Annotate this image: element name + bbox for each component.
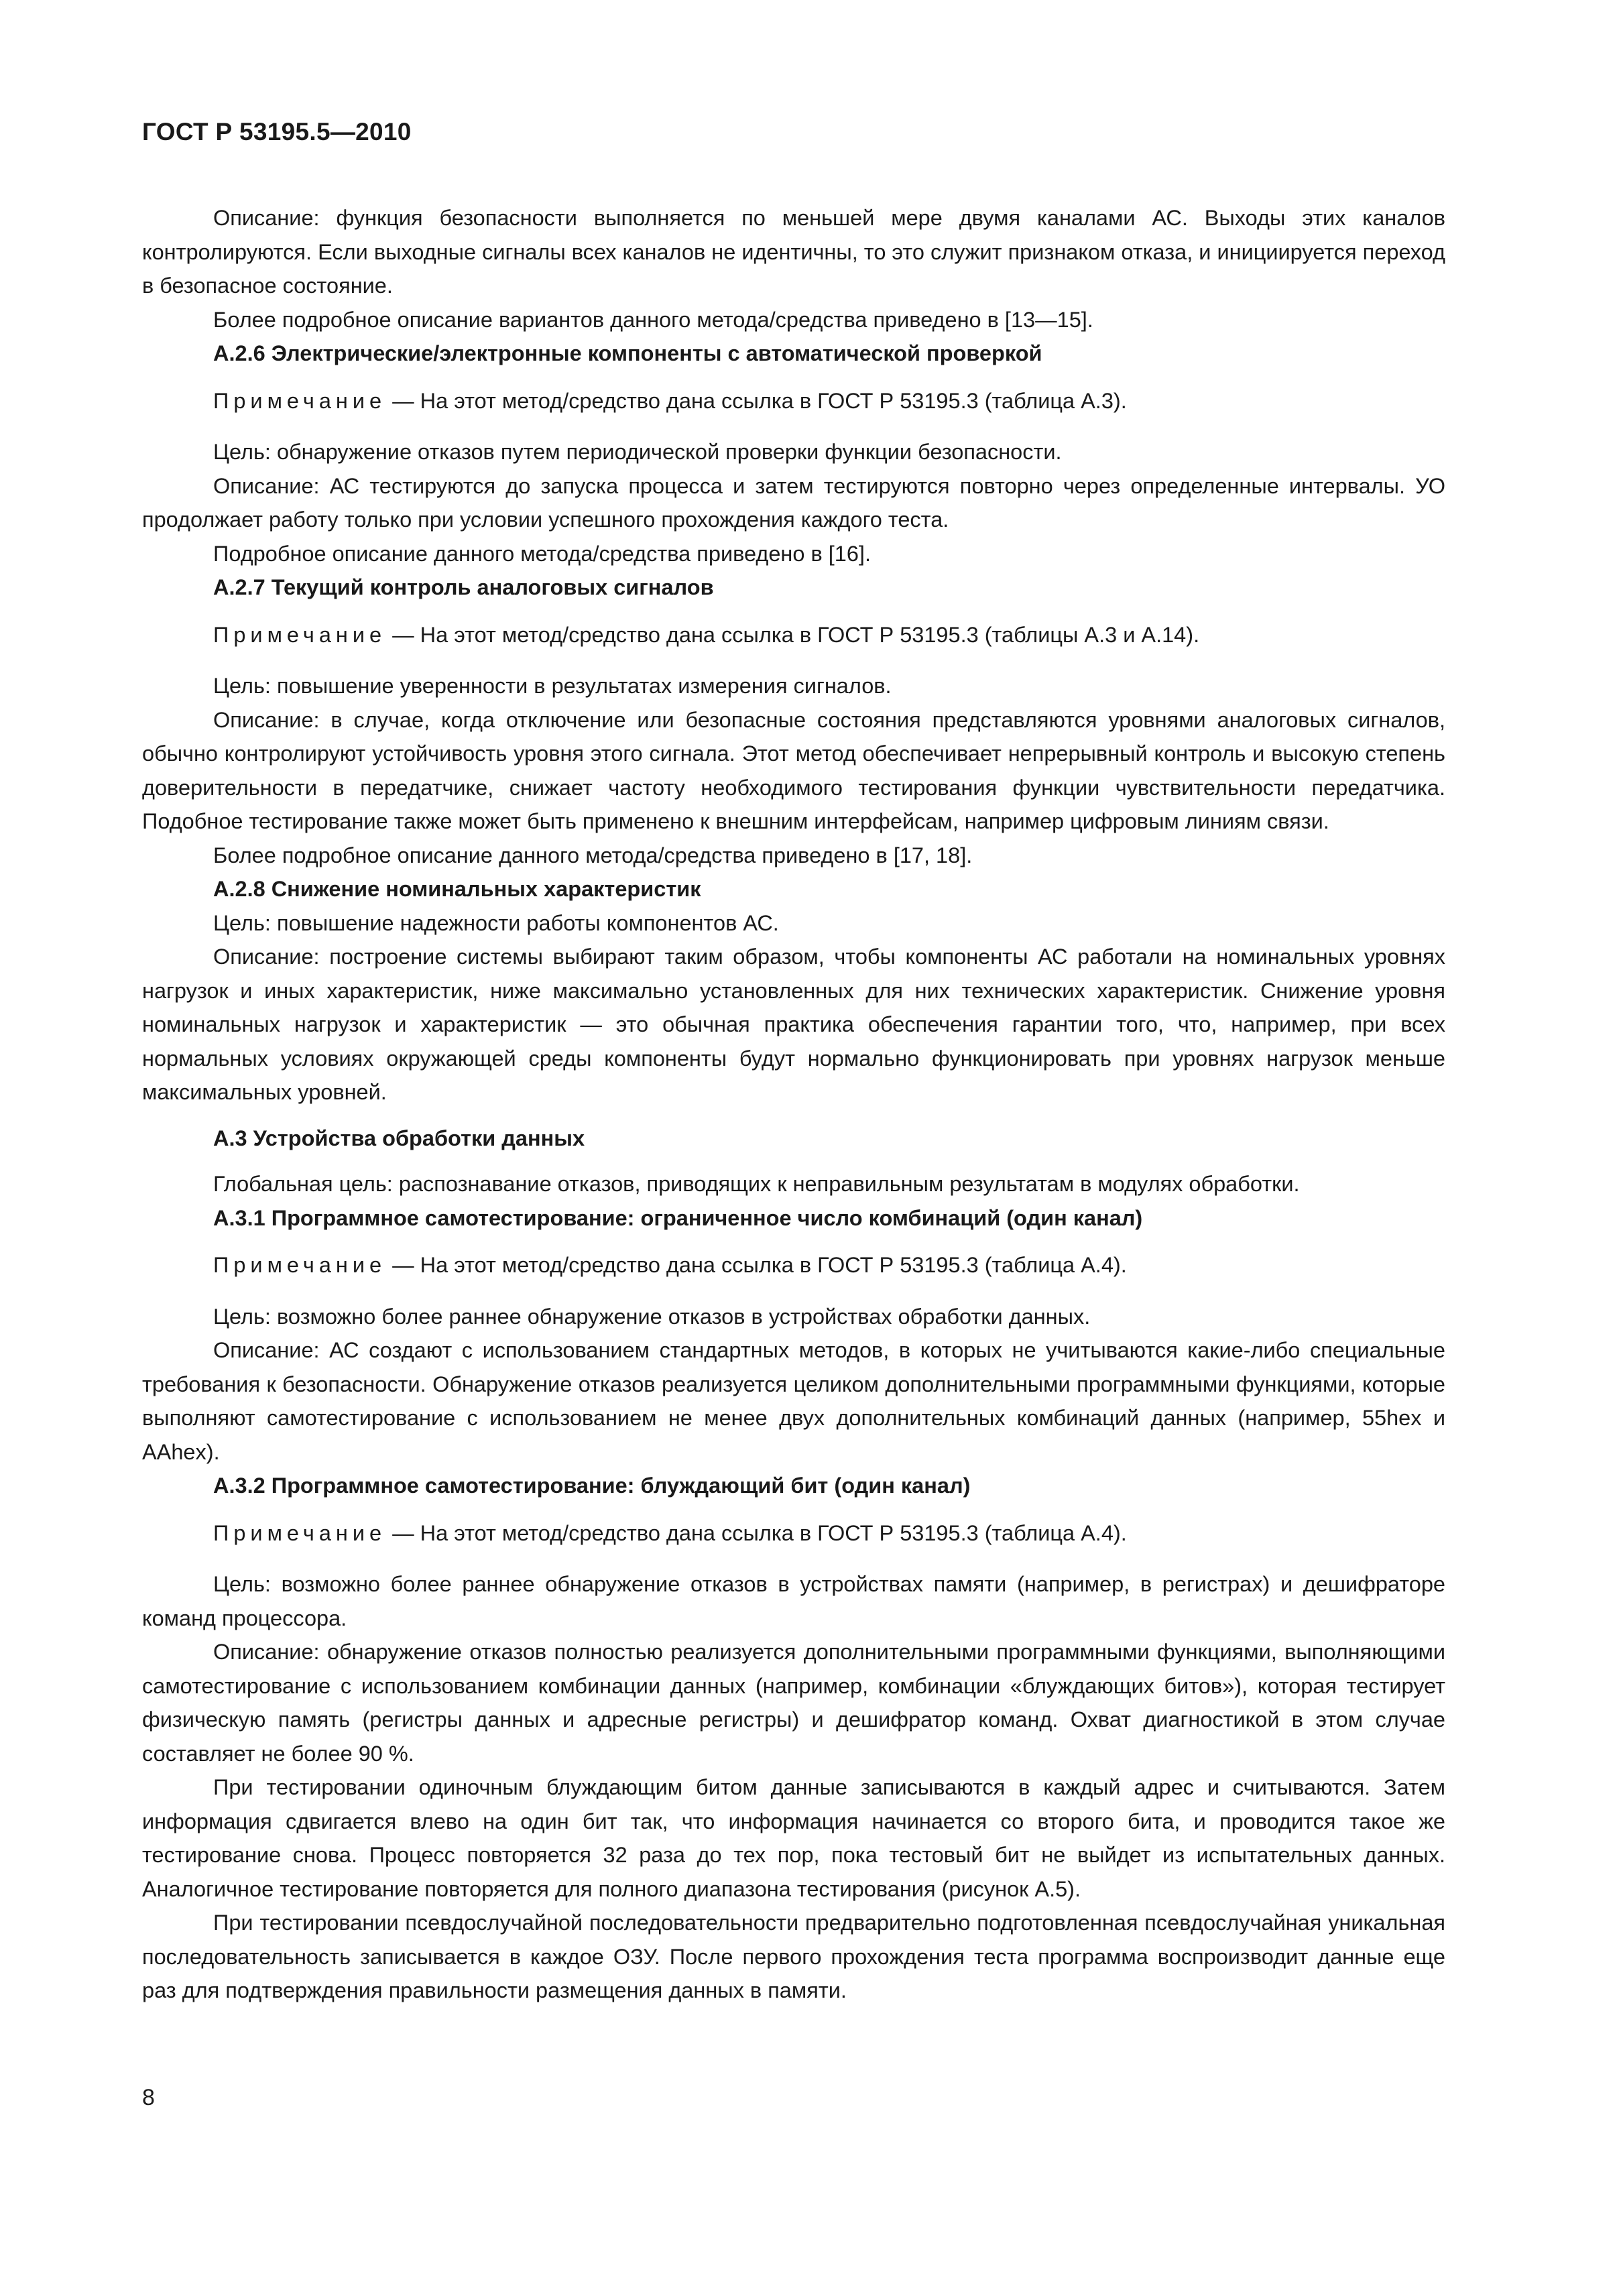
paragraph: Более подробное описание вариантов данного метода/средства приведено в [13—15]. bbox=[213, 307, 1093, 332]
page-body bbox=[142, 201, 1445, 2008]
paragraph: Глобальная цель: распознавание отказов, приводящих к неправильным результатам в модулях обработки. bbox=[213, 1172, 1300, 1196]
note bbox=[142, 1248, 1445, 1282]
paragraph: Цель: обнаружение отказов путем периодической проверки функции безопасности. bbox=[213, 440, 1062, 464]
paragraph: Описание: построение системы выбирают таким образом, чтобы компоненты АС работали на номинальных уровнях нагрузок и иных характеристик, ниже максимально установленных для них технических характеристик. Снижение уровня номинальных нагрузок и характеристик — это обычная практика обеспечения гарантии того, что, например, при всех нормальных условиях окружающей среды компоненты будут нормально функционировать при уровнях нагрузок меньше максимальных уровней. bbox=[142, 945, 1445, 1104]
paragraph: При тестировании одиночным блуждающим битом данные записываются в каждый адрес и считываются. Затем информация сдвигается влево на один бит так, что информация начинается со второго бита, и проводится такое же тестирование снова. Процесс повторяется 32 раза до тех пор, пока тестовый бит не выйдет из испытательных данных. Аналогичное тестирование повторяется для полного диапазона тестирования (рисунок А.5). bbox=[142, 1775, 1445, 1901]
standard-header: ГОСТ Р 53195.5—2010 bbox=[142, 118, 412, 145]
paragraph: Более подробное описание данного метода/средства приведено в [17, 18]. bbox=[213, 843, 973, 867]
paragraph: При тестировании псевдослучайной последовательности предварительно подготовленная псевдослучайная уникальная последовательность записывается в каждое ОЗУ. После первого прохождения теста программа воспроизводит данные еще раз для подтверждения правильности размещения данных в памяти. bbox=[142, 1911, 1445, 2002]
paragraph: Цель: повышение надежности работы компонентов АС. bbox=[213, 910, 779, 935]
page-number: 8 bbox=[142, 2085, 155, 2110]
paragraph: Цель: возможно более раннее обнаружение отказов в устройствах памяти (например, в регистрах) и дешифраторе команд процессора. bbox=[142, 1572, 1445, 1630]
note bbox=[142, 384, 1445, 418]
subsection-heading: А.2.6 Электрические/электронные компоненты с автоматической проверкой bbox=[213, 341, 1042, 365]
note-text: — На этот метод/средство дана ссылка в ГОСТ Р 53195.3 (таблица А.4). bbox=[386, 1253, 1127, 1277]
paragraph: Описание: обнаружение отказов полностью реализуется дополнительными программными функциями, выполняющими самотестирование с использованием комбинации данных (например, комбинации «блуждающих битов»), которая тестирует физическую память (регистры данных и адресные регистры) и дешифратор команд. Охват диагностикой в этом случае составляет не более 90 %. bbox=[142, 1640, 1445, 1766]
note-label: Примечание bbox=[213, 388, 387, 413]
paragraph: Подробное описание данного метода/средства приведено в [16]. bbox=[213, 541, 871, 566]
paragraph: Описание: АС создают с использованием стандартных методов, в которых не учитываются какие-либо специальные требования к безопасности. Обнаружение отказов реализуется целиком дополнительными программными функциями, которые выполняют самотестирование с использованием не менее двух дополнительных комбинаций данных (например, 55hex и AAhex). bbox=[142, 1338, 1445, 1464]
paragraph: Описание: АС тестируются до запуска процесса и затем тестируются повторно через определенные интервалы. УО продолжает работу только при условии успешного прохождения каждого теста. bbox=[142, 473, 1445, 532]
subsection-heading: А.2.7 Текущий контроль аналоговых сигналов bbox=[213, 575, 714, 599]
subsection-heading: А.3.1 Программное самотестирование: ограниченное число комбинаций (один канал) bbox=[213, 1205, 1143, 1230]
note-label: Примечание bbox=[213, 1520, 387, 1545]
paragraph: Цель: возможно более раннее обнаружение отказов в устройствах обработки данных. bbox=[213, 1304, 1091, 1329]
note bbox=[142, 618, 1445, 652]
section-heading: А.3 Устройства обработки данных bbox=[213, 1126, 585, 1150]
note-text: — На этот метод/средство дана ссылка в ГОСТ Р 53195.3 (таблицы А.3 и А.14). bbox=[386, 622, 1200, 647]
note bbox=[142, 1516, 1445, 1551]
subsection-heading: А.2.8 Снижение номинальных характеристик bbox=[213, 877, 701, 901]
note-text: — На этот метод/средство дана ссылка в ГОСТ Р 53195.3 (таблица А.3). bbox=[386, 388, 1127, 413]
note-label: Примечание bbox=[213, 622, 387, 647]
paragraph: Цель: повышение уверенности в результатах измерения сигналов. bbox=[213, 674, 892, 698]
paragraph: Описание: функция безопасности выполняется по меньшей мере двумя каналами АС. Выходы этих каналов контролируются. Если выходные сигналы всех каналов не идентичны, то это служит признаком отказа, и инициируется переход в безопасное состояние. bbox=[142, 206, 1445, 298]
paragraph: Описание: в случае, когда отключение или безопасные состояния представляются уровнями аналоговых сигналов, обычно контролируют устойчивость уровня этого сигнала. Этот метод обеспечивает непрерывный контроль и высокую степень доверительности в передатчике, снижает частоту необходимого тестирования функции чувствительности передатчика. Подобное тестирование также может быть применено к внешним интерфейсам, например цифровым линиям связи. bbox=[142, 707, 1445, 833]
subsection-heading: А.3.2 Программное самотестирование: блуждающий бит (один канал) bbox=[213, 1473, 971, 1498]
note-text: — На этот метод/средство дана ссылка в ГОСТ Р 53195.3 (таблица А.4). bbox=[386, 1520, 1127, 1545]
note-label: Примечание bbox=[213, 1253, 387, 1277]
